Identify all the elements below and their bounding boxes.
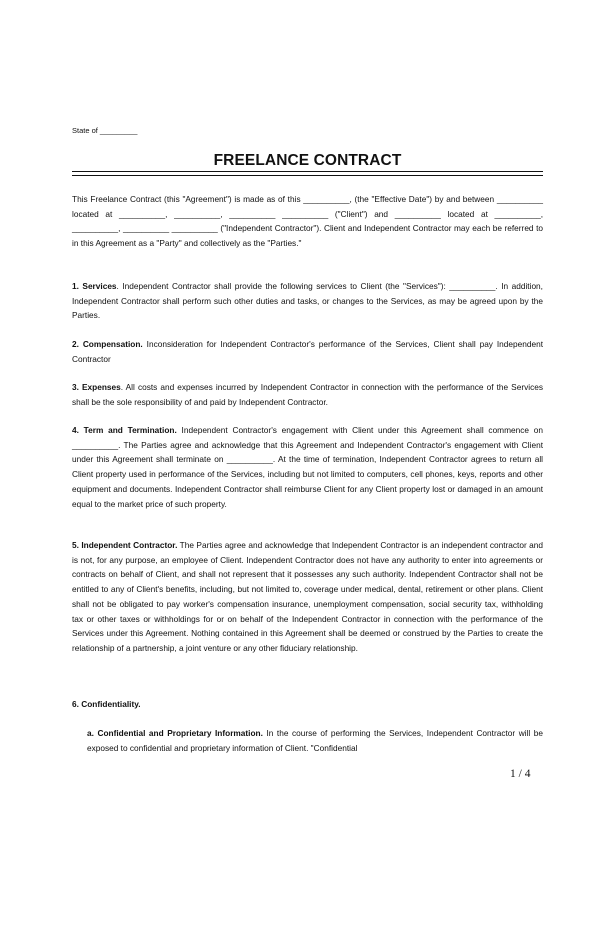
section-term-termination <box>72 423 543 511</box>
page-number: 1 / 4 <box>510 768 531 780</box>
section-text: Inconsideration for Independent Contractor's performance of the Services, Client shall pay Independent Contractor <box>72 339 543 364</box>
section-services <box>72 279 543 323</box>
section-heading: 4. Term and Termination. <box>72 425 177 435</box>
section-heading: 1. Services <box>72 281 117 291</box>
subsection-heading: a. Confidential and Proprietary Information. <box>87 728 263 738</box>
title-rule-bottom <box>72 175 543 176</box>
section-heading: 5. Independent Contractor. <box>72 540 178 550</box>
subsection-text: In the course of performing the Services, Independent Contractor will be exposed to confidential and proprietary information of Client. "Confidential <box>87 728 543 753</box>
intro-paragraph: This Freelance Contract (this "Agreement") is made as of this __________, (the "Effective Date") by and between __________ located at __________, __________, __________ __________ ("Client") and __________ located at __________, __________, __________ __________ ("Independent Contractor"). Client and Independent Contractor may each be referred to in this Agreement as a "Party" and collectively as the "Parties." <box>72 194 543 249</box>
section-compensation <box>72 337 543 366</box>
section-text: Independent Contractor's engagement with Client under this Agreement shall commence on __________. The Parties agree and acknowledge that this Agreement and Independent Contractor's engagement with Client under this Agreement shall terminate on __________. At the time of termination, Independent Contractor agrees to return all Client property used in performance of the Services, including but not limited to computers, cell phones, keys, reports and other equipment and documents. Independent Contractor shall reimburse Client for any Client property lost or damaged in an amount equal to the market price of such property. <box>72 425 543 509</box>
section-heading: 6. Confidentiality. <box>72 699 141 709</box>
section-heading: 3. Expenses <box>72 382 121 392</box>
section-expenses <box>72 380 543 409</box>
section-independent-contractor <box>72 538 543 656</box>
state-line: State of _________ <box>72 126 138 135</box>
subsection-confidential-info <box>87 726 543 755</box>
section-heading: 2. Compensation. <box>72 339 143 349</box>
section-confidentiality <box>72 697 543 712</box>
section-text: The Parties agree and acknowledge that Independent Contractor is an independent contractor and is not, for any purpose, an employee of Client. Independent Contractor does not have any authority to enter into agreements or contracts on behalf of Client, and shall not represent that it possesses any such authority. Independent Contractor shall not be entitled to any of Client's benefits, including, but not limited to, coverage under medical, dental, retirement or other plans. Client shall not be obligated to pay worker's compensation insurance, unemployment compensation, social security tax, withholding tax or other taxes or withholdings for or on behalf of the Independent Contractor in connection with the performance of the Services under this Agreement. Nothing contained in this Agreement shall be deemed or construed by the Parties to create the relationship of a partnership, a joint venture or any other fiduciary relationship. <box>72 540 543 653</box>
document-title: FREELANCE CONTRACT <box>213 152 402 169</box>
section-text: . All costs and expenses incurred by Independent Contractor in connection with the performance of the Services shall be the sole responsibility of and paid by Independent Contractor. <box>72 382 543 407</box>
title-rule-top <box>72 171 543 172</box>
section-text: . Independent Contractor shall provide the following services to Client (the "Services"): __________. In addition, Independent Contractor shall perform such other duties and tasks, or changes to the Services, as may be agreed upon by the Parties. <box>72 281 543 321</box>
